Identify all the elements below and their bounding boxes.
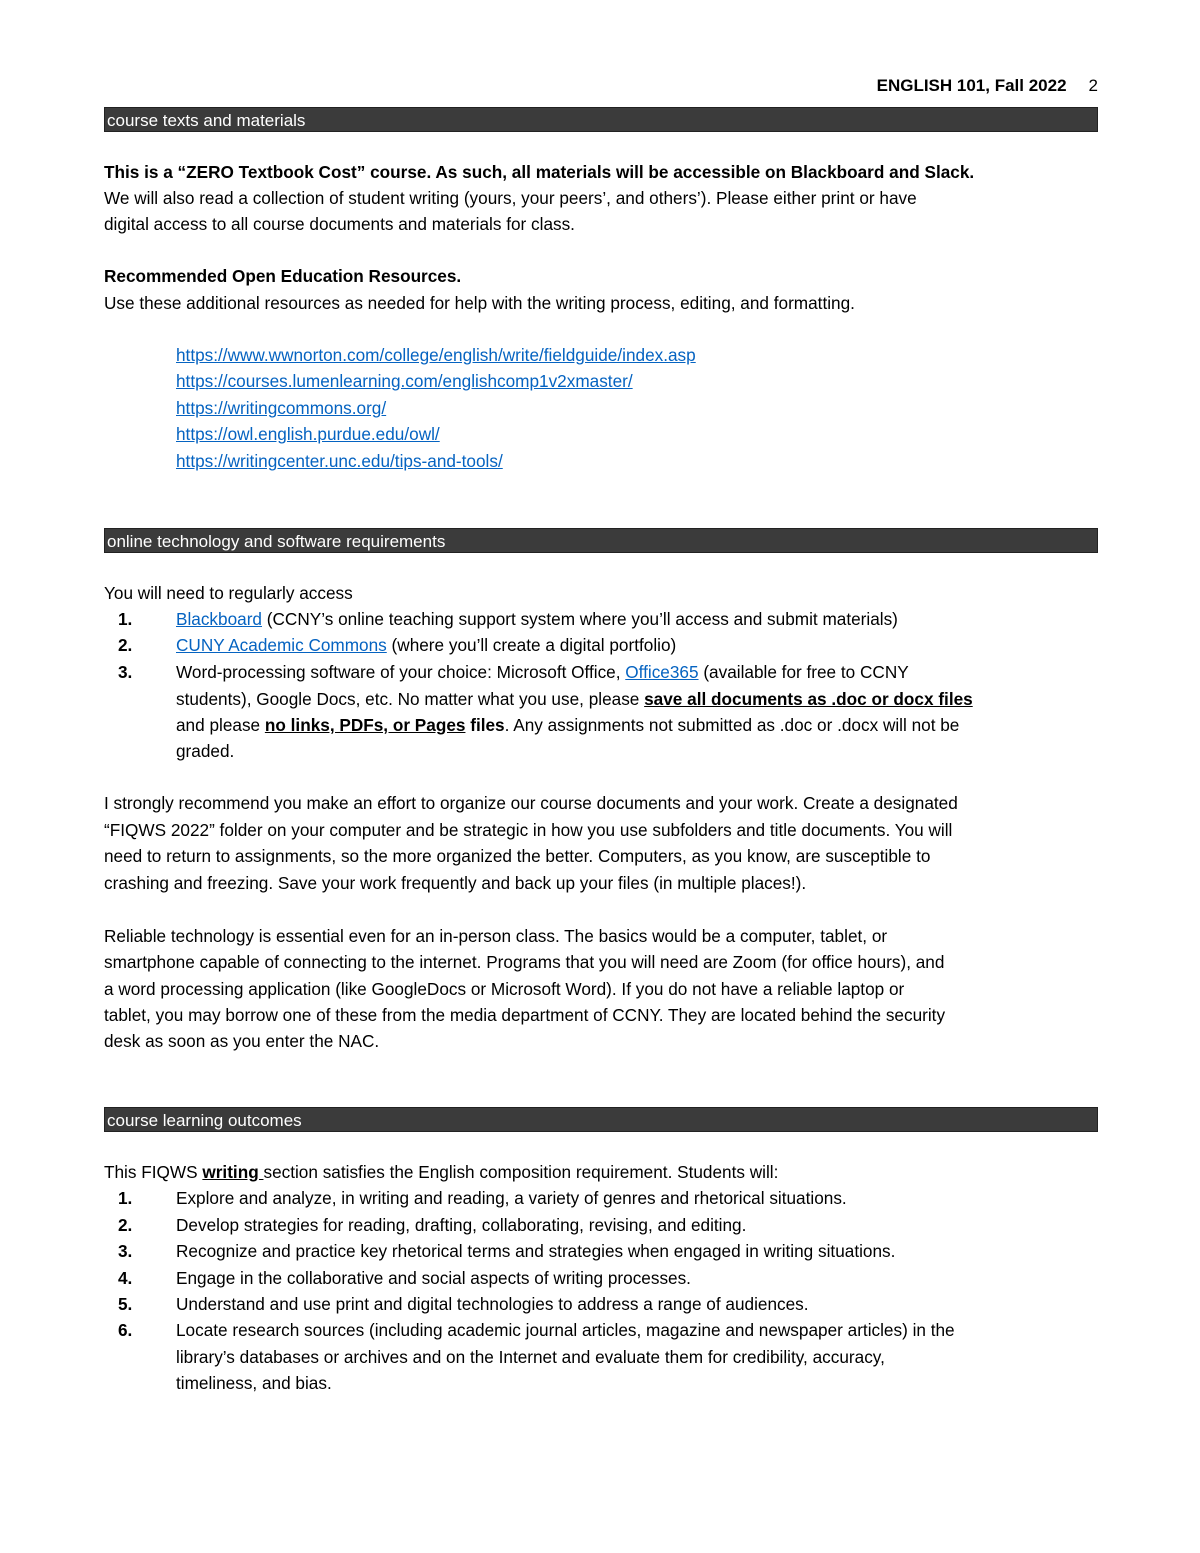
list-item: Word-processing software of your choice: Microsoft Office, Office365 (available for free to CCNY (176, 662, 909, 682)
list-item-cont: and please no links, PDFs, or Pages files. Any assignments not submitted as .doc or .docx will not be (176, 715, 960, 735)
outcome-item: Understand and use print and digital technologies to address a range of audiences. (176, 1294, 809, 1314)
list-item-cont: students), Google Docs, etc. No matter what you use, please save all documents as .doc or docx files (176, 689, 973, 709)
outcome-item: Engage in the collaborative and social aspects of writing processes. (176, 1268, 691, 1288)
oer-title: Recommended Open Education Resources. (104, 266, 462, 286)
office365-link[interactable]: Office365 (625, 662, 699, 682)
list-item: CUNY Academic Commons (where you’ll create a digital portfolio) (176, 635, 677, 655)
organize-para-line: need to return to assignments, so the more organized the better. Computers, as you know, are susceptible to (104, 846, 931, 866)
list-number: 4. (118, 1268, 133, 1288)
list-number: 1. (118, 609, 133, 629)
running-header (877, 76, 1098, 96)
oer-link-purdue-owl[interactable]: https://owl.english.purdue.edu/owl/ (176, 424, 440, 444)
outcome-item-cont: timeliness, and bias. (176, 1373, 332, 1393)
list-number: 2. (118, 1215, 133, 1235)
section-heading-outcomes: course learning outcomes (104, 1107, 1098, 1132)
list-item: Blackboard (CCNY’s online teaching support system where you’ll access and submit materials) (176, 609, 898, 629)
list-number: 5. (118, 1294, 133, 1314)
tech-lead: You will need to regularly access (104, 583, 353, 603)
page-number: 2 (1088, 76, 1098, 95)
list-item-cont: graded. (176, 741, 235, 761)
list-number: 2. (118, 635, 133, 655)
outcome-item: Recognize and practice key rhetorical terms and strategies when engaged in writing situations. (176, 1241, 896, 1261)
tech-para-line: desk as soon as you enter the NAC. (104, 1031, 380, 1051)
list-number: 6. (118, 1320, 133, 1340)
tech-para-line: tablet, you may borrow one of these from the media department of CCNY. They are located behind the security (104, 1005, 946, 1025)
oer-link-unc[interactable]: https://writingcenter.unc.edu/tips-and-tools/ (176, 451, 503, 471)
oer-link-lumen[interactable]: https://courses.lumenlearning.com/englishcomp1v2xmaster/ (176, 371, 633, 391)
outcome-item: Locate research sources (including academic journal articles, magazine and newspaper articles) in the (176, 1320, 955, 1340)
organize-para-line: “FIQWS 2022” folder on your computer and be strategic in how you use subfolders and title documents. You will (104, 820, 953, 840)
tech-para-line: a word processing application (like GoogleDocs or Microsoft Word). If you do not have a reliable laptop or (104, 979, 905, 999)
organize-para-line: I strongly recommend you make an effort to organize our course documents and your work. Create a designated (104, 793, 958, 813)
list-number: 1. (118, 1188, 133, 1208)
oer-description: Use these additional resources as needed for help with the writing process, editing, and formatting. (104, 293, 855, 313)
academic-commons-link[interactable]: CUNY Academic Commons (176, 635, 387, 655)
blackboard-link[interactable]: Blackboard (176, 609, 262, 629)
tech-para-line: Reliable technology is essential even for an in-person class. The basics would be a computer, tablet, or (104, 926, 888, 946)
tech-para-line: smartphone capable of connecting to the internet. Programs that you will need are Zoom (for office hours), and (104, 952, 945, 972)
outcome-item: Develop strategies for reading, drafting, collaborating, revising, and editing. (176, 1215, 747, 1235)
organize-para-line: crashing and freezing. Save your work frequently and back up your files (in multiple places!). (104, 873, 807, 893)
intro-line-2: We will also read a collection of student writing (yours, your peers’, and others’). Please either print or have (104, 188, 917, 208)
list-number: 3. (118, 1241, 133, 1261)
course-title: ENGLISH 101, Fall 2022 (876, 76, 1067, 95)
section-heading-technology: online technology and software requirements (104, 528, 1098, 553)
outcomes-lead: This FIQWS writing section satisfies the English composition requirement. Students will: (104, 1162, 779, 1182)
intro-line-3: digital access to all course documents and materials for class. (104, 214, 575, 234)
section-heading-texts: course texts and materials (104, 107, 1098, 132)
zero-cost-notice: This is a “ZERO Textbook Cost” course. As such, all materials will be accessible on Blackboard and Slack. (104, 162, 975, 182)
outcome-item: Explore and analyze, in writing and reading, a variety of genres and rhetorical situations. (176, 1188, 847, 1208)
oer-link-norton[interactable]: https://www.wwnorton.com/college/english/write/fieldguide/index.asp (176, 345, 696, 365)
oer-link-writingcommons[interactable]: https://writingcommons.org/ (176, 398, 387, 418)
list-number: 3. (118, 662, 133, 682)
outcome-item-cont: library’s databases or archives and on the Internet and evaluate them for credibility, accuracy, (176, 1347, 885, 1367)
